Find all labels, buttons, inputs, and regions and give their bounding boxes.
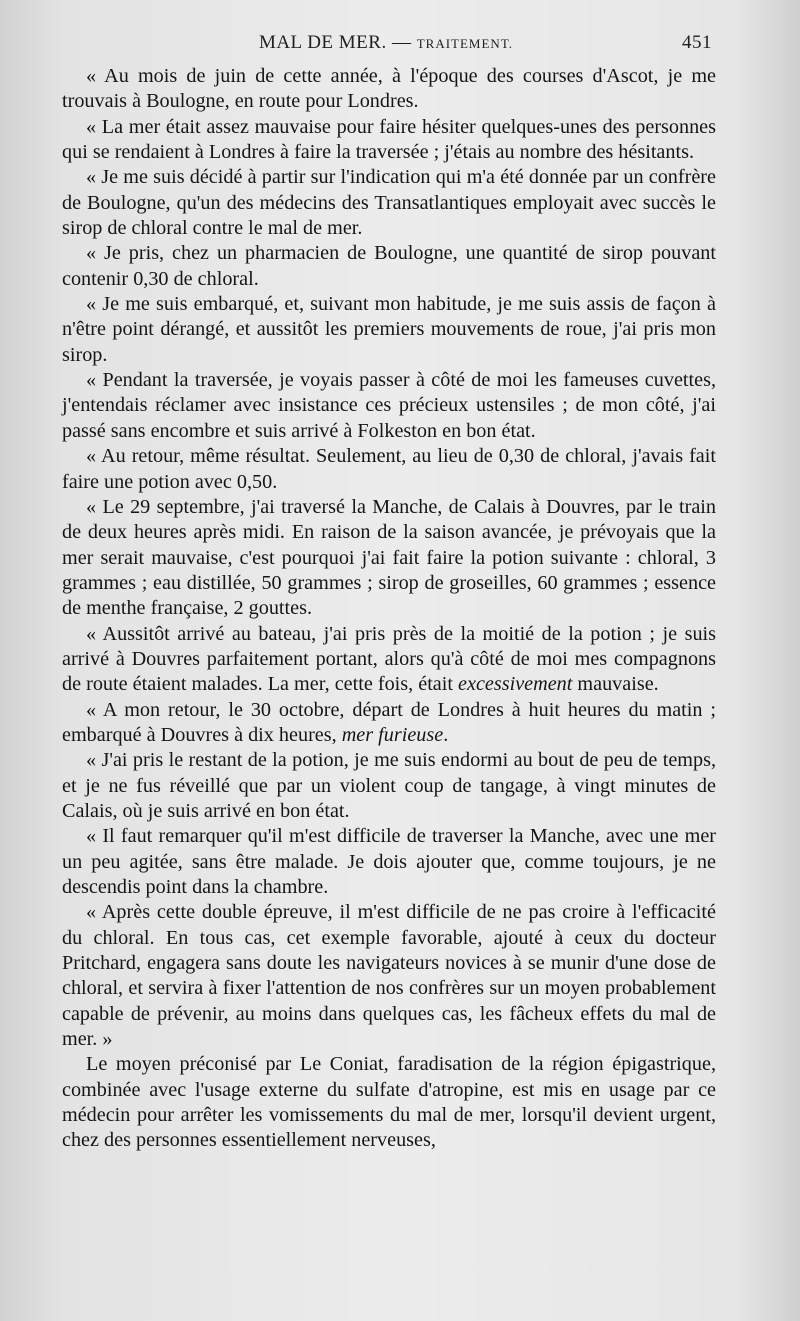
paragraph: « Je pris, chez un pharmacien de Boulogne, une quantité de sirop pouvant contenir 0,30 de chloral. (62, 242, 716, 290)
paragraph: « La mer était assez mauvaise pour faire hésiter quelques-unes des personnes qui se rendaient à Londres à faire la traversée ; j'étais au nombre des hésitants. (62, 115, 716, 164)
paragraph: « Il faut remarquer qu'il m'est difficile de traverser la Manche, avec une mer un peu agitée, sans être malade. Je dois ajouter que, comme toujours, je ne descendis point dans la chambre. (62, 825, 716, 898)
running-title-dash: — (391, 32, 412, 53)
running-title (60, 32, 712, 54)
paragraph: « Au retour, même résultat. Seulement, au lieu de 0,30 de chloral, j'avais fait faire une potion avec 0,50. (62, 445, 716, 493)
italic-phrase: mer furieuse (341, 723, 444, 746)
paragraph: « Au mois de juin de cette année, à l'époque des courses d'Ascot, je me trouvais à Boulogne, en route pour Londres. (62, 65, 716, 113)
paragraph: « Pendant la traversée, je voyais passer à côté de moi les fameuses cuvettes, j'entendais réclamer avec insistance ces précieux ustensiles ; de mon côté, j'ai passé sans encombre et suis arrivé à Folkeston en bon état. (62, 369, 716, 442)
running-title-subtitle: TRAITEMENT. (416, 36, 514, 51)
paragraph: « Je me suis décidé à partir sur l'indication qui m'a été donnée par un confrère de Boulogne, qu'un des médecins des Transatlantiques employait avec succès le sirop de chloral contre le mal de mer. (62, 166, 716, 240)
paragraph: « Le 29 septembre, j'ai traversé la Manche, de Calais à Douvres, par le train de deux heures après midi. En raison de la saison avancée, je prévoyais que la mer serait mauvaise, c'est pourquoi j'ai fait faire la potion suivante : chloral, 3 grammes ; eau distillée, 50 grammes ; sirop de groseilles, 60 grammes ; essence de menthe française, 2 gouttes. (62, 495, 716, 620)
paragraph: Le moyen préconisé par Le Coniat, faradisation de la région épigastrique, combinée avec l'usage externe du sulfate d'atropine, est mis en usage par ce médecin pour arrêter les vomissements du mal de mer, lorsqu'il devient urgent, chez des personnes essentiellement nerveuses, (62, 1053, 716, 1152)
paragraph: « Aussitôt arrivé au bateau, j'ai pris près de la moitié de la potion ; je suis arrivé à Douvres parfaitement portant, alors qu'à côté de moi mes compagnons de route étaient malades. La mer, cette fois, était excessivement mauvaise. (62, 622, 716, 696)
page-number: 451 (682, 32, 712, 53)
paragraph: « A mon retour, le 30 octobre, départ de Londres à huit heures du matin ; embarqué à Douvres à dix heures, mer furieuse. (62, 698, 716, 746)
body-text (62, 64, 716, 1154)
page-header (60, 32, 712, 60)
paragraph: « Je me suis embarqué, et, suivant mon habitude, je me suis assis de façon à n'être point dérangé, et aussitôt les premiers mouvements de roue, j'ai pris mon sirop. (62, 293, 716, 366)
italic-phrase: excessivement (458, 673, 573, 696)
paragraph: « J'ai pris le restant de la potion, je me suis endormi au bout de peu de temps, et je ne fus réveillé que par un violent coup de tangage, à vingt minutes de Calais, où je suis arrivé en bon état. (62, 749, 716, 822)
paragraph: « Après cette double épreuve, il m'est difficile de ne pas croire à l'efficacité du chloral. En tous cas, cet exemple favorable, ajouté à ceux du docteur Pritchard, engagera sans doute les navigateurs novices à se munir d'une dose de chloral, et servira à fixer l'attention de nos confrères sur un moyen probablement capable de prévenir, au moins dans quelques cas, les fâcheux effets du mal de mer. » (62, 901, 716, 1051)
running-title-main: MAL DE MER. (258, 32, 387, 53)
